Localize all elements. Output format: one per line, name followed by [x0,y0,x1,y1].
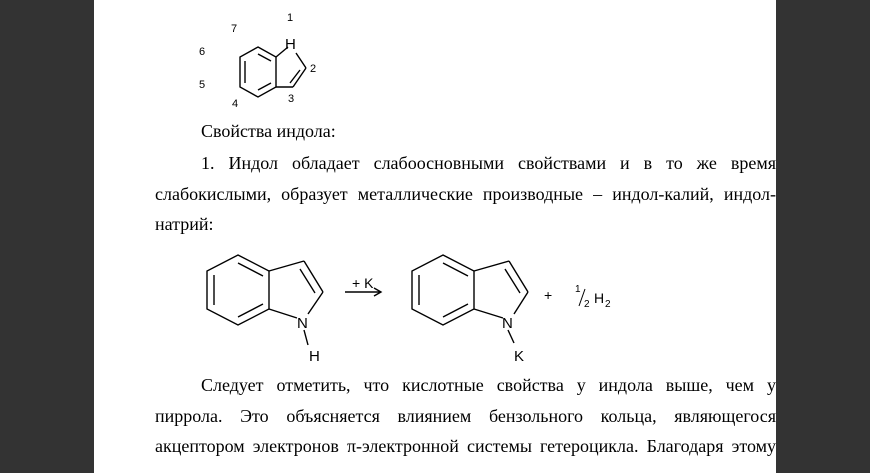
reagent-label: + K [352,275,374,291]
position-2-label: 2 [310,63,317,75]
paragraph-2 [155,370,776,462]
paragraph-1-line-2: слабокислыми, образует металлические производные – индол-калий, индол- [155,183,776,204]
position-3-label: 3 [288,93,295,105]
plus-sign: + [544,287,553,303]
document-page [94,0,776,473]
reactant-n-atom: N [297,315,308,332]
half-denominator: 2 [584,299,590,310]
paragraph-1-line-1: 1. Индол обладает слабоосновными свойствами и в то же время [201,153,776,173]
properties-heading: Свойства индола: [201,121,336,141]
hydrogen-symbol: H [594,290,605,306]
position-1-label: 1 [287,12,294,24]
paragraph-2-line-3: акцептором электронов π-электронной системы гетероцикла. Благодаря этому [155,436,776,456]
position-4-label: 4 [232,98,239,110]
nh-atom-label: H [285,36,296,53]
paragraph-2-line-1: Следует отметить, что кислотные свойства у индола выше, чем у [201,375,776,395]
product-n-atom: N [502,315,513,332]
reactant-h-atom: H [309,348,320,365]
reactant-indole-structure [207,255,323,365]
hydrogen-byproduct [544,284,611,310]
paragraph-1-line-3: натрий: [155,214,214,234]
right-margin-bar [776,0,870,473]
hydrogen-subscript: 2 [605,299,611,310]
reaction-arrow [345,275,381,296]
left-margin-bar [0,0,94,473]
position-7-label: 7 [231,23,238,35]
half-numerator: 1 [575,284,581,295]
indole-numbered-structure [199,12,316,110]
paragraph-2-line-2: пиррола. Это объясняется влиянием бензольного кольца, являющегося [155,405,776,426]
product-indole-potassium-structure [412,255,528,365]
position-6-label: 6 [199,46,206,58]
position-5-label: 5 [199,79,206,91]
product-k-atom: K [514,348,525,365]
paragraph-1 [155,148,776,240]
